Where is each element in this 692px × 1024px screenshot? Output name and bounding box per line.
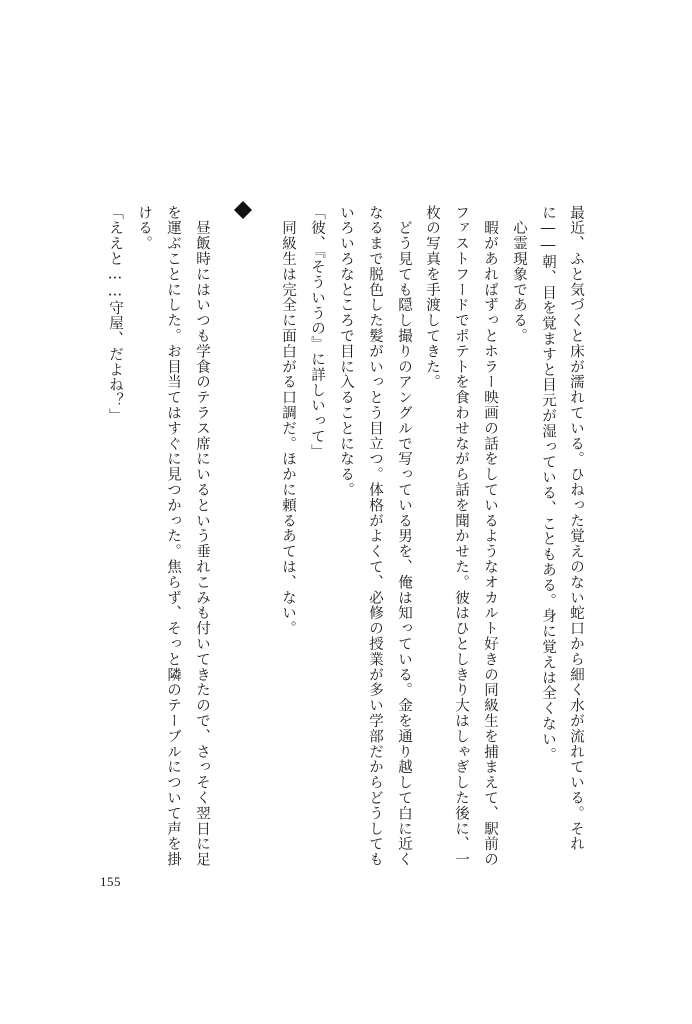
text-line: 「ええと……守屋、だよね？」: [107, 205, 123, 424]
text-line: なるまで脱色した髪がいっとう目立つ。体格がよくて、必修の授業が多い学部だからどうしても: [367, 205, 383, 868]
text-line: 昼飯時にはいつも学食のテラス席にいるという垂れこみも付いてきたので、さっそく翌日に足: [194, 205, 210, 868]
section-break-diamond-icon: [233, 200, 253, 220]
text-line: 「彼、『そういうの』に詳しいって」: [309, 205, 325, 460]
text-line: 最近、ふと気づくと床が濡れている。ひねった覚えのない蛇口から細く水が流れている。それ: [568, 205, 584, 852]
text-line: ファストフードでポテトを食わせながら話を聞かせた。彼はひとしきり大はしゃぎした後に、一: [453, 205, 469, 868]
text-line: 枚の写真を手渡してきた。: [424, 205, 440, 390]
text-line: 心霊現象である。: [511, 205, 527, 344]
text-line: どう見ても隠し撮りのアングルで写っている男を、俺は知っている。金を通り越して白に近く: [396, 205, 412, 868]
text-line: に――朝、目を覚ますと目元が湿っている、こともある。身に覚えは全くない。: [540, 205, 556, 763]
text-line: 暇があればずっとホラー映画の話をしているようなオカルト好きの同級生を捕まえて、駅前の: [482, 205, 498, 868]
text-line: いろいろなところで目に入ることになる。: [338, 205, 354, 498]
page-number: 155: [100, 874, 121, 889]
text-line: を運ぶことにした。お目当てはすぐに見つかった。焦らず、そっと隣のテーブルについて声を掛: [165, 205, 181, 868]
text-line: ける。: [136, 205, 152, 252]
text-line: 同級生は完全に面白がる口調だ。ほかに頼るあては、ない。: [280, 205, 296, 637]
